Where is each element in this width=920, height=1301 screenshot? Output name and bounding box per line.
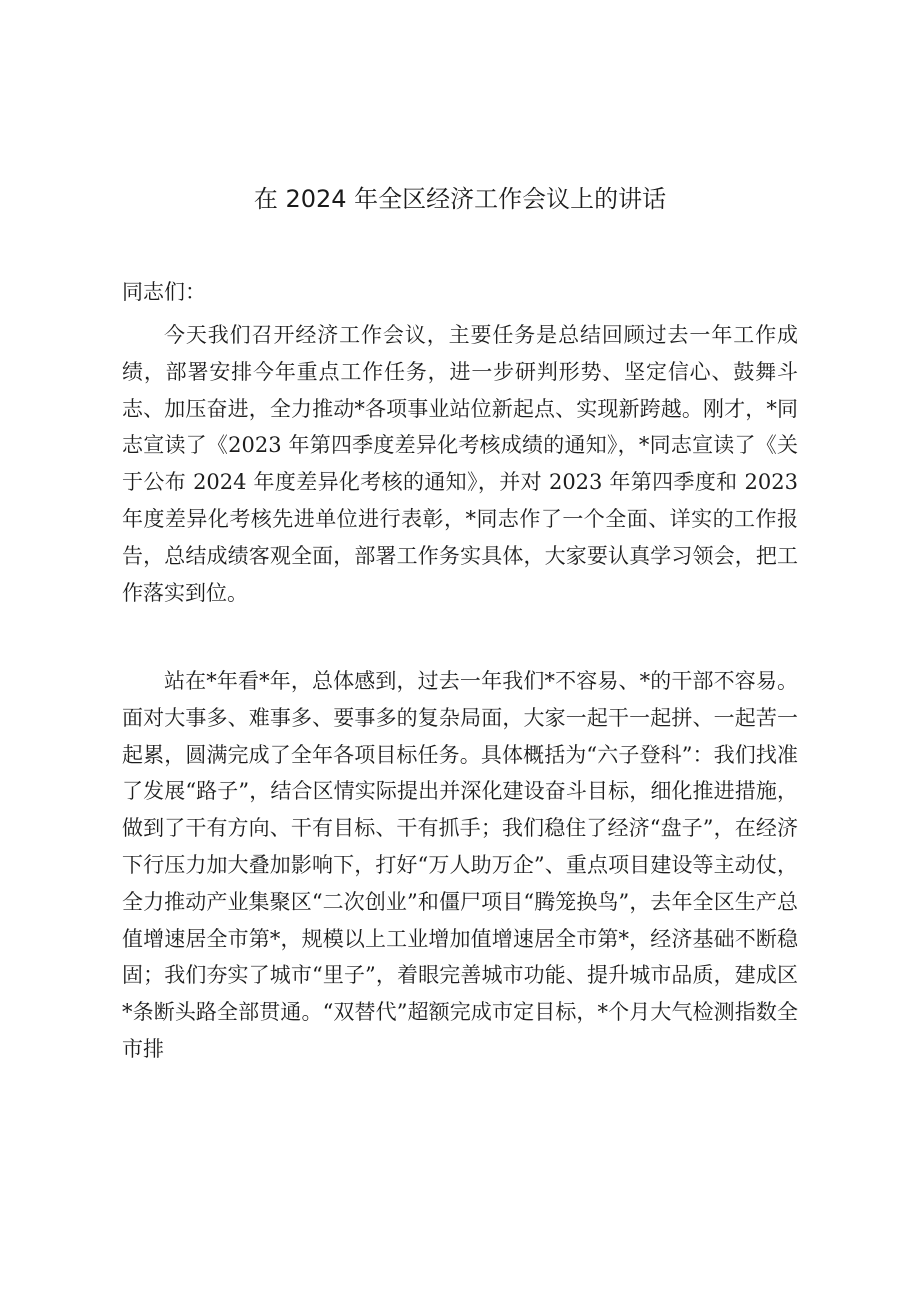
paragraph-2: 站在*年看*年，总体感到，过去一年我们*不容易、*的干部不容易。面对大事多、难事多、要事多的复杂局面，大家一起干一起拼、一起苦一起累，圆满完成了全年各项目标任务。具体概括为“六子登科”：我们找准了发展“路子”，结合区情实际提出并深化建设奋斗目标，细化推进措施，做到了干有方向、干有目标、干有抓手；我们稳住了经济“盘子”，在经济下行压力加大叠加影响下，打好“万人助万企”、重点项目建设等主动仗，全力推动产业集聚区“二次创业”和僵尸项目“腾笼换鸟”，去年全区生产总值增速居全市第*，规模以上工业增加值增速居全市第*，经济基础不断稳固；我们夯实了城市“里子”，着眼完善城市功能、提升城市品质，建成区*条断头路全部贯通。“双替代”超额完成市定目标，*个月大气检测指数全市排 <box>122 669 798 1061</box>
document-title: 在 2024 年全区经济工作会议上的讲话 <box>253 185 667 213</box>
paragraph-1: 今天我们召开经济工作会议，主要任务是总结回顾过去一年工作成绩，部署安排今年重点工作任务，进一步研判形势、坚定信心、鼓舞斗志、加压奋进，全力推动*各项事业站位新起点、实现新跨越。刚才，*同志宣读了《2023 年第四季度差异化考核成绩的通知》，*同志宣读了《关于公布 2024 年度差异化考核的通知》，并对 2023 年第四季度和 2023 年度差异化考核先进单位进行表彰，*同志作了一个全面、详实的工作报告，总结成绩客观全面，部署工作务实具体，大家要认真学习领会，把工作落实到位。 <box>122 323 798 605</box>
salutation: 同志们： <box>122 280 206 304</box>
